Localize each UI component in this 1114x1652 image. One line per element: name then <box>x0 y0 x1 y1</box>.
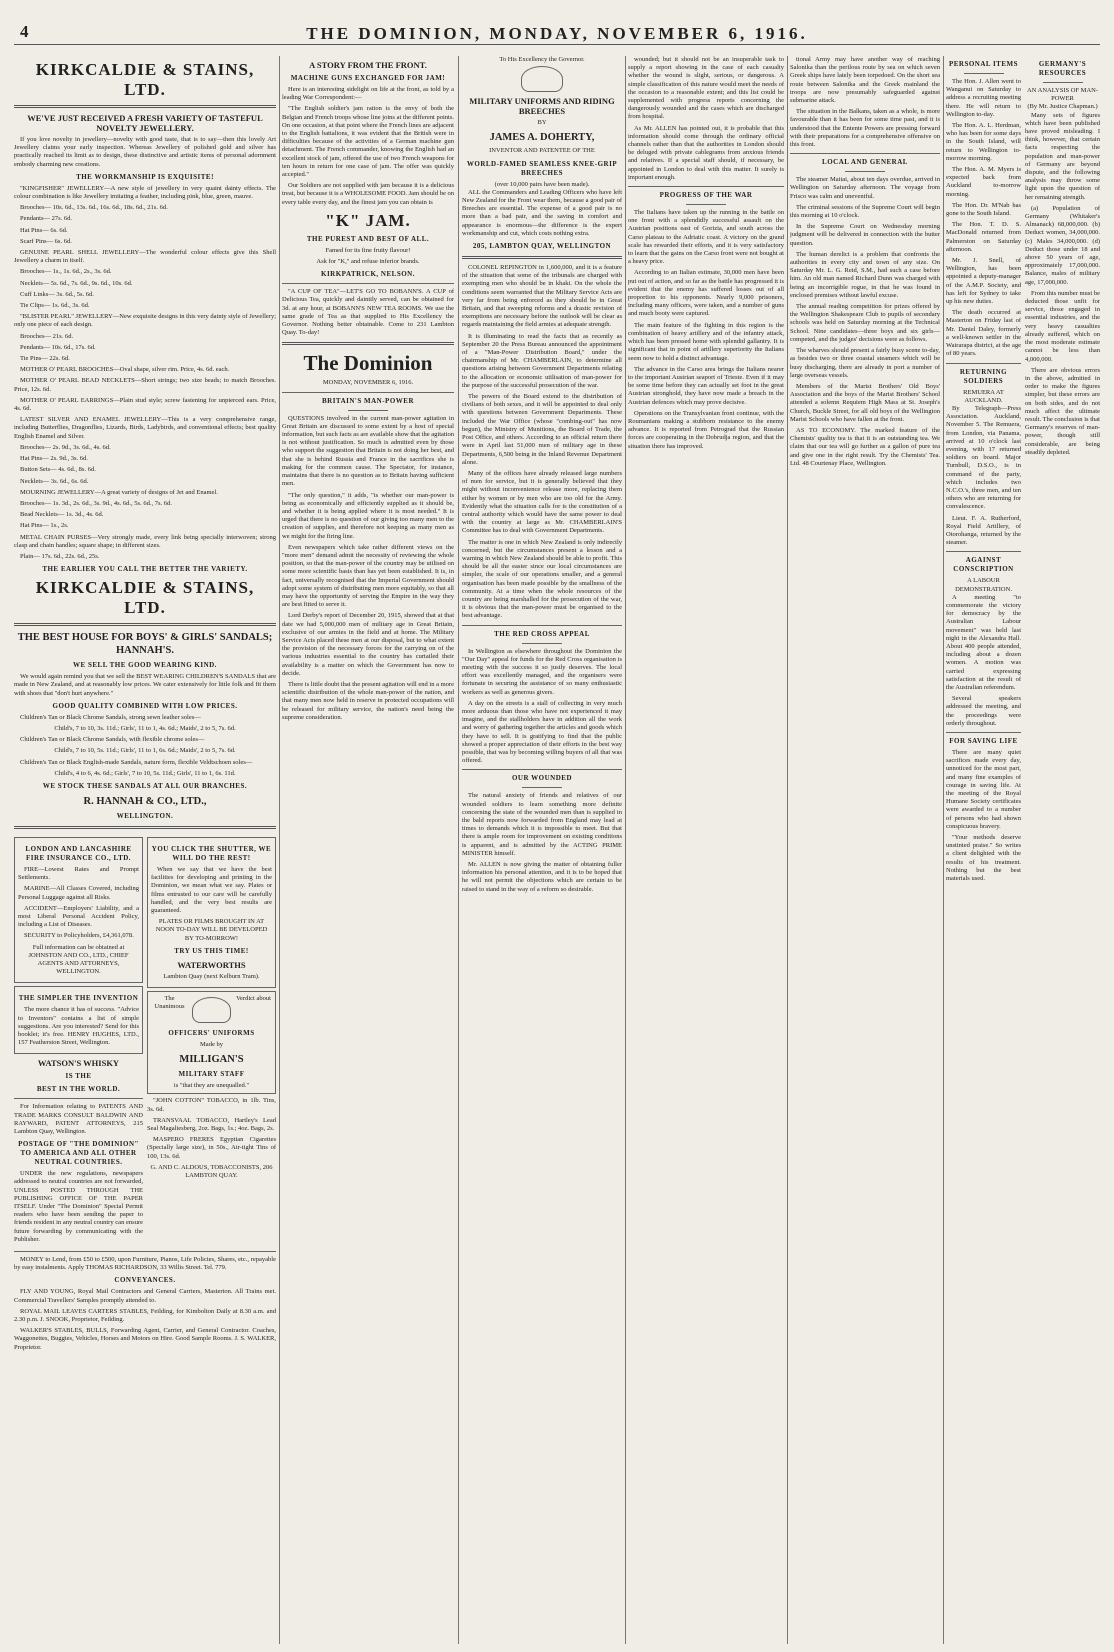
price-line: Tie Clips— 1s. 6d., 3s. 6d. <box>20 302 90 310</box>
story-paragraph: Here is an interesting sidelight on life at the front, as told by a leading War Correspondent:— <box>282 86 454 102</box>
money-ad: MONEY to Lend, from £50 to £500, upon Furniture, Pianos, Life Policies, Shares, etc., repayable by easy instalments. Apply THOMAS RICHARDSON, 33 Willis Street. Tel. 779. <box>14 1256 276 1272</box>
john-cotton-ad: "JOHN COTTON" TOBACCO, in 1lb. Tins, 3s. 6d. <box>147 1097 276 1113</box>
divider <box>964 73 1004 74</box>
wounded-continued: As Mr. ALLEN has pointed out, it is probable that this information should come through the ordinary official channels rather than that the authorities in London should be deluged with private cablegrams from anxious friends and relatives. If a special staff should, if necessary, be appointed in London to deal with this matter. It surely is important enough. <box>628 124 784 181</box>
price-line: Tie Pins— 22s. 6d. <box>20 355 70 363</box>
royal-arms-icon <box>521 66 563 92</box>
progress-continued: The situation in the Balkans, taken as a whole, is more favourable than it has been for some time past, and it is understood that the Entente Powers are pressing forward with their preparations for a comprehensive offensive on this front. <box>790 108 940 149</box>
progress-paragraph: The advance in the Carso area brings the Italians nearer to the important Austrian seaport of Trieste. Even if it may be some time before they can actually set foot in the great Austrian stronghold, they have now made a breach in the Austrian defences which may prove decisive. <box>628 365 784 406</box>
verdict-row <box>151 995 272 1025</box>
verdict-right: Verdict about <box>236 994 271 1002</box>
price-line: Pendants— 27s. 6d. <box>20 215 72 223</box>
column-rule <box>943 56 944 1644</box>
price-line: Bead Necklets— 1s. 3d., 4s. 6d. <box>20 511 104 519</box>
column-3 <box>462 56 622 1644</box>
lancashire-line: ACCIDENT—Employers' Liability, and a most Liberal Personal Accident Policy, including a List of Diseases. <box>18 904 139 929</box>
divider <box>14 1251 276 1252</box>
k-jam-sub: THE PUREST AND BEST OF ALL. <box>306 234 430 243</box>
sandal-line: Children's Tan or Black Chrome Sandals, with flexible chrome soles— <box>20 736 205 744</box>
shutter-notice: PLATES OR FILMS BROUGHT IN AT NOON TO-DAY WILL BE DEVELOPED BY TO-MORROW! <box>155 918 268 942</box>
germany-column <box>1025 56 1100 886</box>
mop-earrings: MOTHER O' PEARL EARRINGS—Plain stud style; screw fastening for unpierced ears. Price, 4s. 6d. <box>14 396 276 413</box>
editorial-dateline: MONDAY, NOVEMBER 6, 1916. <box>322 379 414 387</box>
divider <box>14 105 276 108</box>
local-title: LOCAL AND GENERAL <box>822 158 908 167</box>
sandal-line: Children's Tan or Black Chrome Sandals, strong sewn leather soles— <box>20 713 201 721</box>
against-paragraph: A meeting "to commemorate the victory for democracy by the Australian Labour movement" was held last night in the Alexandra Hall. About 400 people attended, including about a dozen women. A motion was carried expressing satisfaction at the result of the Australian referendum. <box>946 593 1021 691</box>
doherty-over: (over 10,000 pairs have been made). <box>494 180 590 188</box>
watsons-best: BEST IN THE WORLD. <box>36 1085 121 1094</box>
manpower-paragraph: Lord Derby's report of December 20, 1915, showed that at that date we had 5,000,000 men of military age in Great Britain, exclusive of our armies in the field and at home. The Military Service Acts placed these men at our disposal, but to what extent the provision of the necessary forces for the carrying on of the various industries essential to the country has curtailed their availability is a matter on which the Government has now to decide. <box>282 612 454 677</box>
price-line: Scarf Pins— 6s. 6d. <box>20 237 72 245</box>
verdict-left: The Unanimous <box>154 994 185 1011</box>
hannah-body: We would again remind you that we sell the BEST WEARING CHILDREN'S SANDALS that are made in New Zealand, and at reasonably low prices. We cater extensively for little folk and fit them with shoes that "don't hurt anywhere." <box>14 673 276 697</box>
hannah-town: WELLINGTON. <box>116 811 174 820</box>
against-title: AGAINST CONSCRIPTION <box>953 556 1014 574</box>
story-subtitle: MACHINE GUNS EXCHANGED FOR JAM! <box>290 74 446 82</box>
column-rule <box>279 56 280 1644</box>
returning-paragraph: Lieut. F. A. Rutherford, Royal Field Artillery, of Otorohanga, returned by the steamer. <box>946 514 1021 547</box>
column-5 <box>790 56 940 1644</box>
divider <box>686 204 726 205</box>
doherty-title: MILITARY UNIFORMS AND RIDING BREECHES <box>469 96 615 117</box>
germany-paragraph: (a) Population of Germany (Whitaker's Almanack) 68,000,000. (b) Deduct women, 34,000,000. (c) Males 34,000,000. (d) Deduct those under 18 and above 50 years of age, approximately 17,000,000. Balance, males of military age, 17,000,000. <box>1025 204 1100 286</box>
germany-title: GERMANY'S RESOURCES <box>1038 60 1087 77</box>
postage-title: POSTAGE OF "THE DOMINION" TO AMERICA AND ALL OTHER NEUTRAL COUNTRIES. <box>18 1140 139 1167</box>
doherty-breeches: WORLD-FAMED SEAMLESS KNEE-GRIP BREECHES <box>466 159 618 177</box>
column-6 <box>946 56 1100 1644</box>
progress-paragraph: According to an Italian estimate, 30,000 men have been put out of action, and so far as the battle has progressed it is evident that the enemy has suffered losses out of all proportion to his opponents. Nearly 9,000 prisoners, including many officers, were taken, and a number of guns and much booty were captured. <box>628 269 784 318</box>
kingfisher-text: "KINGFISHER" JEWELLERY—A new style of jewellery in very quaint dainty effects. The colour combination is like Jewellery imitating a feather, including pink, blue, green, mauve. <box>14 184 276 201</box>
maspero-ad: MASPERO FRERES Egyptian Cigarettes (Specially large size), in 50s., Air-tight Tins of 100, 13s. 6d. <box>147 1136 276 1160</box>
doherty-inventor: INVENTOR AND PATENTEE OF THE <box>489 147 595 155</box>
k-jam-maker: KIRKPATRICK, NELSON. <box>321 270 415 279</box>
k-jam-title: "K" JAM. <box>325 210 411 230</box>
divider <box>282 392 454 393</box>
patents-ad: For Information relating to PATENTS AND TRADE MARKS CONSULT BALDWIN AND RAYWARD, PATENT ATTORNEYS, 215 Lambton Quay, Wellington. <box>14 1103 143 1136</box>
local-paragraph: AS TO ECONOMY. The marked feature of the Chemists' quality tea is that it is an outstanding tea. We claim that our tea will go further as a gallon of pure tea and give one in the right result. Try the Chemists' Tea. Ltd. 48 Courtenay Place, Wellington. <box>790 426 940 467</box>
red-cross-paragraph: In Wellington as elsewhere throughout the Dominion the "Our Day" appeal for funds for the Red Cross organisation is meeting with the success it so justly deserves. The local effort was excellently managed, and the organisers were fortunate in securing the assistance of so many enthusiastic workers as well as generous givers. <box>462 647 622 696</box>
lancashire-line: FIRE—Lowest Rates and Prompt Settlements. <box>18 865 139 882</box>
shutter-ad <box>147 837 276 988</box>
against-sub: A LABOUR DEMONSTRATION. <box>955 577 1012 593</box>
silver-enamel-text: LATEST SILVER AND ENAMEL JEWELLERY—This is a very comprehensive range, including Butterflies, Dragonflies, Lizards, Birds, Ladybirds, and conventional effects; best quality English Enamel and Silver. <box>14 416 276 440</box>
divider <box>628 186 784 187</box>
waterworths-address: Lambton Quay (next Kelburn Tram). <box>163 972 260 980</box>
page-number: 4 <box>20 22 29 41</box>
returning-title: RETURNING SOLDIERS <box>959 367 1008 385</box>
lancashire-line: MARINE—All Classes Covered, including Personal Luggage against all Risks. <box>18 885 139 901</box>
simpler-title: THE SIMPLER THE INVENTION <box>18 994 139 1003</box>
editorial-paragraph: It is illuminating to read the facts that as recently as September 20 the Press Bureau announced the appointment of a "Man-Power Distribution Board," under the chairmanship of Mr. CHAMBERLAIN, to determine all questions arising between Government Departments relating to the allocation or economic utilisation of man-power for the purpose of the successful prosecution of the war. <box>462 332 622 389</box>
watsons-is-the: IS THE <box>65 1072 92 1081</box>
editorial-paragraph: COLONEL REPINGTON in 1,600,000, and it is a feature of the situation that some of the tribunals are charged with exempting men who should be in khaki. On the whole the conditions seem warranted that the Military Service Acts are very far from being enforced as they should be in Great Britain, and that sweeping reforms and a drastic revision of exemptions are necessary before the outlook will be clear as regards maintaining the field armies at adequate strength. <box>462 264 622 329</box>
bobanns-ad: "A CUP OF TEA"—LET'S GO TO BOBANN'S. A CUP of Delicious Tea, quickly and daintily served, can be obtained for 3d. at any hour, at BOBANN'S NEW TEA ROOMS. We use the same grade of Tea as that supplied to His Excellency the Governor. Nothing better obtainable. Come to 231 Lambton Quay. To-day! <box>282 288 454 337</box>
royal-mail-ad: ROYAL MAIL LEAVES CARTERS STABLES, Feilding, for Kimbolton Daily at 8.30 a.m. and 2.30 p.m. J. SNOOK, Proprietor, Feilding. <box>14 1307 276 1324</box>
divider <box>282 283 454 284</box>
progress-paragraph: The main feature of the fighting in this region is the combination of heavy artillery and of the infantry attack, which has been pressed home with splendid gallantry. It is significant that in point of artillery superiority the Italians seem now to hold a distinct advantage. <box>628 321 784 362</box>
divider <box>462 256 622 259</box>
column-4 <box>628 56 784 1644</box>
manpower-title: BRITAIN'S MAN-POWER <box>321 396 414 405</box>
column-rule <box>787 56 788 1644</box>
local-paragraph: Members of the Marist Brothers' Old Boys' Association and the boys of the Marist Brothers' School attended a solemn Requiem High Mass at St. Joseph's Church, Buckle Street, for all old boys of the Wellington Marist Schools who have fallen at the front. <box>790 382 940 423</box>
manpower-paragraph: Even newspapers which take rather different views on the "more men" demand admit the necessity of reviewing the whole position, so that the man-power of the country may be utilised on some more scientific basis than has yet been established. It is, in fact, universally recognised that the Imperial Government should adopt some system of distributing men more equitably, so that all may have the opportunity of serving the Empire in the way they are best fitted to serve it. <box>282 543 454 609</box>
genuine-shell-text: GENUINE PEARL SHELL JEWELLERY—The wonderful colour effects give this Shell Jewellery a charm in itself. <box>14 249 276 265</box>
saving-title: FOR SAVING LIFE <box>949 737 1018 746</box>
red-cross-paragraph: A day on the streets is a stall of collecting in very much more arduous than those who have not experienced it may imagine, and the stallholders have in addition all the work and worry of gathering together the articles and goods which they have to sell. It is gratifying to find that the public showed a proper appreciation of their efforts in the best way possible, that was by becoming willing buyers of all that was offered. <box>462 699 622 765</box>
personal-item: The Hon. J. Allen went to Wanganui on Saturday to address a recruiting meeting there. He will return to Wellington to-day. <box>946 78 1021 118</box>
manpower-paragraph: "The only question," it adds, "is whether our man-power is being as economically and efficiently supplied as it should be, and whether it is being applied where it is most needed." It is urged that there is no question of our giving too many men to the creation of supplies, and therefore not keeping as many men as we might for the firing line. <box>282 491 454 540</box>
hannah-name: R. HANNAH & CO., LTD., <box>83 795 207 807</box>
personal-item: The death occurred at Masterton on Friday last of Mr. Daniel Daley, formerly a well-known settler in the Wairarapa district, at the age of 80 years. <box>946 309 1021 358</box>
story-paragraph: Our Soldiers are not supplied with jam because it is a delicious treat, but because it is a WHOLESOME FOOD. Jam should be on every table every day, and the finest jam you can obtain is <box>282 182 454 206</box>
blister-pearl-text: "BLISTER PEARL" JEWELLERY—New exquisite designs in this very dainty style of Jewellery; only one piece of each design. <box>14 313 276 329</box>
divider <box>14 826 276 829</box>
price-line: Necklets— 3s. 6d., 6s. 6d. <box>20 477 89 485</box>
local-paragraph: The criminal sessions of the Supreme Court will begin this morning at 10 o'clock. <box>790 203 940 220</box>
lancashire-line: SECURITY to Policyholders, £4,361,078. <box>24 932 134 940</box>
personal-column <box>946 56 1021 886</box>
personal-item: The Hon. A. L. Herdman, who has been for some days in the South Island, will return to Wellington to-morrow morning. <box>946 122 1021 162</box>
column-advertisements <box>14 56 276 1644</box>
editorial-nameplate: The Dominion <box>303 351 433 376</box>
sandal-line: Child's, 4 to 6, 4s. 6d.; Girls', 7 to 10, 5s. 11d.; Girls', 11 to 1, 6s. 11d. <box>54 769 236 777</box>
germany-byline: (By Mr. Justice Chapman.) <box>1027 103 1098 111</box>
progress-title: PROGRESS OF THE WAR <box>659 191 753 200</box>
divider <box>1043 82 1083 83</box>
milligan-made: Made by <box>200 1040 223 1048</box>
price-line: Hat Pins— 2s. 9d., 3s. 6d. <box>20 455 88 463</box>
wounded-paragraph: The natural anxiety of friends and relatives of our wounded soldiers to learn something more definite concerning the state of the wounded men than is supplied in the bald reports now forwarded from England may lead at times to demands which it is impossible to meet. But that there is ample room for improvement on existing conditions is apparent, and is admitted by the ACTING PRIME MINISTER himself. <box>462 792 622 857</box>
divider <box>946 551 1021 552</box>
mop-brooches: MOTHER O' PEARL BROOCHES—Oval shape, silver rim. Price, 4s. 6d. each. <box>20 366 230 374</box>
progress-paragraph: The Italians have taken up the running in the battle on one front with a splendidly successful assault on the Austrian positions east of Gorizia, and south across the Carso plateau to the Adriatic coast. A victory on the grand scale has rewarded their efforts, and it is very satisfactory to learn that the gains on the Carso front were not bought at a heavy price. <box>628 209 784 266</box>
shutter-body: When we say that we have the best facilities for developing and printing in the Dominion, we mean what we say. Plates or films entrusted to our care will be carefully handled, and the very best results are guaranteed. <box>151 865 272 914</box>
divider <box>946 732 1021 733</box>
newspaper-masthead-title: THE DOMINION, MONDAY, NOVEMBER 6, 1916. <box>306 24 808 43</box>
page-masthead <box>14 22 1100 45</box>
price-line: Cuff Links— 3s. 6d., 5s. 6d. <box>20 290 94 298</box>
price-line: Button Sets— 4s. 6d., 8s. 6d. <box>20 466 96 474</box>
wounded-paragraph: Mr. ALLEN is now giving the matter of obtaining fuller information his personal attention, and it is to be hoped that he will not permit the objections which are certain to be raised to stand in the way of a reform so desirable. <box>462 861 622 893</box>
saving-paragraph: "Your methods deserve unstinted praise." So writes a client delighted with the results of his treatment. Nothing but the best materials used. <box>946 834 1021 883</box>
sandal-line: Children's Tan or Black English-made Sandals, nature form, flexible Veldtschoen soles— <box>20 758 253 766</box>
transvaal-ad: TRANSVAAL TOBACCO, Hartley's Lead Seal Magaliesberg, 2oz. Bags, 1s.; 4oz. Bags, 2s. <box>147 1116 276 1132</box>
local-paragraph: The steamer Maitai, about ten days overdue, arrived in Wellington on Saturday afternoon. The voyage from Frisco was calm and uneventful. <box>790 176 940 200</box>
conveyances-title: CONVEYANCES. <box>114 1276 176 1285</box>
milligan-tagline: is "that they are unequalled." <box>173 1082 250 1090</box>
walkers-ad: WALKER'S STABLES, BULLS, Forwarding Agent, Carrier, and General Contractor. Coaches, Waggonettes, Buggies, Vehicles, Horses and Motors on Hire. Good Sample Rooms. J. S. WALKER, Proprietor. <box>14 1327 276 1351</box>
returning-sub: REMUERA AT AUCKLAND. <box>963 388 1004 404</box>
milligan-staff: MILITARY STAFF <box>178 1070 245 1079</box>
k-jam-famed: Famed for its fine fruity flavour! <box>325 246 411 254</box>
crest-icon <box>192 997 231 1023</box>
divider <box>14 1098 143 1099</box>
wounded-title: OUR WOUNDED <box>511 774 572 783</box>
waterworths-name: WATERWORTHS <box>177 959 246 970</box>
divider <box>282 342 454 345</box>
doherty-body: ALL the Commanders and Leading Officers who have left New Zealand for the Front wear them, because a good pair of Breeches are essential. The expense of a good pair is no more than a bad pair, and the saving in comfort and appearance is enormous—the difference is the expert workmanship and cut, which costs nothing extra. <box>462 188 622 237</box>
milligan-name: MILLIGAN'S <box>179 1054 244 1066</box>
germany-paragraph: Many sets of figures which have been published have proved misleading. I think, however, that certain facts respecting the population and man-power of Germany are beyond dispute, and the following analysis may throw some light upon the question of her remaining strength. <box>1025 111 1100 201</box>
price-line: Hat Pins— 6s. 6d. <box>20 226 68 234</box>
divider <box>462 769 622 770</box>
column-2 <box>282 56 454 1644</box>
divider <box>462 625 622 626</box>
mop-necklets: MOTHER O' PEARL BEAD NECKLETS—Short strings; two size beads; to match Brooches. Price, 12s. 6d. <box>14 377 276 393</box>
divider <box>845 171 885 172</box>
price-line: Hat Pins— 1s., 2s. <box>20 522 69 530</box>
local-paragraph: The wharves should present a fairly busy scene to-day, as besides two or three coastal steamers which will be busy discharging, there are already in port a number of large overseas vessels. <box>790 347 940 379</box>
story-paragraph: "The English soldier's jam ration is the envy of both the Belgian and French troops whose line joins at the different points. On one occasion, at that point where the French lines are adjacent to the English battalions, it was evident that the British were in difficulties because of the activities of a German machine gun detachment. The French commander, knowing the English had an excellent stock of jam, offered the use of two French weapons for ten hours in return for one case of jam. The offer was quickly accepted." <box>282 105 454 179</box>
aldous-ad: G. AND C. ALDOUS, TOBACCONISTS, 206 LAMBTON QUAY. <box>150 1163 273 1180</box>
divider <box>946 363 1021 364</box>
divider <box>348 410 388 411</box>
officers-uniforms: OFFICERS' UNIFORMS <box>168 1028 255 1037</box>
local-paragraph: The human derelict is a problem that confronts the authorities in every city and town of any size. On Saturday Mr. L. G. Reid, S.M., had such a case before him. An old man named Richard Dunn was charged with being an incorrigible rogue, in that he was found in enclosed premises without lawful excuse. <box>790 250 940 299</box>
germany-subtitle: AN ANALYSIS OF MAN-POWER <box>1026 87 1099 103</box>
sandal-line: Child's, 7 to 10, 5s. 11d.; Girls', 11 to 1, 6s. 6d.; Maids', 2 to 5, 7s. 6d. <box>54 747 236 755</box>
shutter-title: YOU CLICK THE SHUTTER, WE WILL DO THE REST! <box>151 844 272 862</box>
milligan-ad <box>147 991 276 1094</box>
kirkcaldie-title: KIRKCALDIE & STAINS, LTD. <box>35 60 255 99</box>
price-line: Brooches— 21s. 6d. <box>20 332 74 340</box>
kirkcaldie-headline: WE'VE JUST RECEIVED A FRESH VARIETY OF TASTEFUL NOVELTY JEWELLERY. <box>27 113 263 133</box>
story-title: A STORY FROM THE FRONT. <box>309 60 427 70</box>
doherty-name: JAMES A. DOHERTY, <box>489 132 595 144</box>
price-line: Pendants— 10s. 6d., 17s. 6d. <box>20 343 96 351</box>
sandal-line: Child's, 7 to 10, 3s. 11d.; Girls', 11 to 1, 4s. 6d.; Maids', 2 to 5, 7s. 6d. <box>54 724 236 732</box>
kirkcaldie-footer: KIRKCALDIE & STAINS, LTD. <box>35 578 255 618</box>
editorial-paragraph: The powers of the Board extend to the distribution of civilians of both sexes, and it will be appointed to deal only with questions between Government Departments. These included the War Office (whose "combing-out" has now begun), the Ministry of Munitions, the Board of Trade, the Post Office, and others. According to an official return there were in April last 51,000 men of military age in these Departments, 6,500 being in the Inland Revenue Department alone. <box>462 393 622 466</box>
personal-item: The Hon. T. D. S. MacDonald returned from Palmerston on Saturday afternoon. <box>946 221 1021 253</box>
price-line: Brooches— 10s. 6d., 13s. 6d., 16s. 6d., 18s. 6d., 21s. 6d. <box>20 204 168 212</box>
progress-continued: tional Army may have another way of reaching Salonika than the perilous route by sea on which seven Greek ships have lately been torpedoed. On the short sea route between Salonika and the Greek mainland the troops are now presumably safeguarded against submarine attack. <box>790 56 940 105</box>
personal-title: PERSONAL ITEMS <box>948 60 1019 68</box>
wounded-continued: wounded; but it should not be an insuperable task to supply a report showing in the case of each casualty whether the wound is slight, serious, or dangerous. A simple classification of this nature would meet the needs of the occasion to a reasonable extent; and this list could be supplemented with progress reports concerning the dangerously wounded and the cases which are discharged from hospital. <box>628 56 784 121</box>
hannah-quality: GOOD QUALITY COMBINED WITH LOW PRICES. <box>52 701 238 710</box>
lancashire-ad <box>14 837 143 983</box>
simpler-ad <box>14 986 143 1054</box>
editorial-paragraph: Many of the offices have already released large numbers of men for service, but it is generally believed that they might without inconvenience release more, replacing them either by women or by men who are too old for the Army. Evidently what the situation calls for is the constitution of a central authority which would have the same power to deal with the country at large as Mr. CHAMBERLAIN'S Committee has to deal with Government Departments. <box>462 469 622 535</box>
ad-grid <box>14 834 276 1247</box>
top-sections <box>946 56 1100 886</box>
price-line: Plain— 17s. 6d., 22s. 6d., 25s. <box>20 552 100 560</box>
simpler-body: The more chance it has of success. "Advice to Inventors" contains a list of simple suggestions. Are you interested? Send for this booklet; it's free. HENRY HUGHES, LTD., 157 Featherston Street, Wellington. <box>18 1006 139 1047</box>
hannah-headline: THE BEST HOUSE FOR BOYS' & GIRLS' SANDALS; HANNAH'S. <box>17 632 273 657</box>
doherty-by: BY <box>537 119 547 127</box>
personal-item: The Hon. Dr. M'Nab has gone to the South Island. <box>946 201 1021 218</box>
divider <box>790 153 940 154</box>
hannah-subhead: WE SELL THE GOOD WEARING KIND. <box>73 661 217 670</box>
price-line: Brooches— 2s. 9d., 3s. 6d., 4s. 6d. <box>20 443 111 451</box>
k-jam-ask: Ask for "K," and refuse inferior brands. <box>316 258 420 266</box>
lancashire-info: Full information can be obtained at JOHNSTON AND CO., LTD., CHIEF AGENTS AND ATTORNEYS, WELLINGTON. <box>28 943 129 976</box>
manpower-paragraph: QUESTIONS involved in the current man-power agitation in Great Britain are discussed to some extent by a host of special information, but such facts as are available show that the agitation is not without justification. So much is admitted even by those who support the suggestion that Britain is not doing her best, and that she is behind Russia and France in the sacrifices she is making for the common cause. The Spectator, for instance, maintains that there is no question as to Britain having sufficient men. <box>282 414 454 488</box>
price-line: Brooches— 1s., 1s. 6d., 2s., 3s. 6d. <box>20 268 112 276</box>
kirkcaldie-intro: If you love novelty in jewellery—novelty with good taste, that is to say—then this lovely Art Jewellery claims your early inspection. Whereas Jewellery of polished gold and silver has practically reached its limit as to design, these distinctive and artistic items of personal adornment embody charming new creations. <box>14 136 276 168</box>
price-line: Brooches— 1s. 3d., 2s. 6d., 3s. 9d., 4s. 6d., 5s. 6d., 7s. 6d. <box>20 499 172 507</box>
red-cross-title: THE RED CROSS APPEAL <box>494 629 590 638</box>
editorial-paragraph: The matter is one in which New Zealand is only indirectly concerned, but the circumstances present a lesson and a warning in which New Zealand should be able to profit. This should be all the easier since our local circumstances are simpler, the scale of our operations smaller, and a general organisation has been made possible by the smallness of the community. At a time when the whole resources of the country are being marshalled for the prosecution of the war, it is obvious that the man-power must be organised to the best advantage. <box>462 538 622 620</box>
progress-paragraph: Operations on the Transylvanian front continue, with the Roumanians making a stubborn resistance to the enemy advance. It is reported from Petrograd that the Russian forces are cooperating in the Dobrudja region, and that the situation there has improved. <box>628 409 784 450</box>
price-line: Necklets— 5s. 6d., 7s. 6d., 9s. 6d., 10s. 6d. <box>20 279 133 287</box>
lancashire-title: LONDON AND LANCASHIRE FIRE INSURANCE CO., LTD. <box>25 844 132 862</box>
returning-paragraph: By Telegraph—Press Association. Auckland, November 5. The Remuera, from London, via Panama, arrived at 10 o'clock last evening, with 17 returned soldiers on board. Major Turnbull, D.S.O., is in command of the party, which includes two N.C.O.'s, three men, and ten others who are returning for convalescence. <box>946 404 1021 511</box>
doherty-address: 205, LAMBTON QUAY, WELLINGTON <box>472 242 612 251</box>
postage-body: UNDER the new regulations, newspapers addressed to neutral countries are not forwarded, UNLESS POSTED THROUGH THE PUBLISHING OFFICE OF THE PAPER ITSELF. Under "The Dominion" Special Permit readers who have been sending the paper to friends resident in any neutral country can ensure future forwarding by communicating with the Publisher. <box>14 1170 143 1243</box>
workmanship-line: THE WORKMANSHIP IS EXQUISITE! <box>76 172 214 181</box>
column-rule <box>458 56 459 1644</box>
personal-item: The Hon. A. M. Myers is expected back from Auckland to-morrow morning. <box>946 166 1021 198</box>
divider <box>522 787 562 788</box>
earlier-line: THE EARLIER YOU CALL THE BETTER THE VARIETY. <box>42 565 248 574</box>
divider <box>14 623 276 626</box>
against-paragraph: Several speakers addressed the meeting, and the proceedings were orderly throughout. <box>946 695 1021 727</box>
doherty-dedication: To His Excellency the Governor. <box>499 56 585 63</box>
fly-young-ad: FLY AND YOUNG, Royal Mail Contractors and General Carriers, Masterton. All Trains met. Commercial Travellers' Samples promptly attended to. <box>14 1288 276 1304</box>
shutter-try: TRY US THIS TIME! <box>174 946 249 955</box>
germany-paragraph: From this number must be deducted those unfit for service, those engaged in essential industries, and the very heavy casualties already suffered, which on the most moderate estimate cannot be less than 4,000,000. <box>1025 289 1100 363</box>
germany-paragraph: There are obvious errors in the above, admitted in order to make the figures simpler, but these errors are on both sides, and do not much affect the ultimate result. The conclusion is that Germany's reserves of man-power, though still considerable, are being steadily depleted. <box>1025 366 1100 456</box>
manpower-paragraph: There is little doubt that the present agitation will end in a more scientific distribution of the whole man-power of the nation, and that many men now held in reserve in protected occupations will be released for military service, the nation's need being the supreme consideration. <box>282 680 454 721</box>
column-rule <box>625 56 626 1644</box>
saving-paragraph: There are many quiet sacrifices made every day, unnoticed for the most part, and many fine examples of courage in saving life. At the meeting of the Royal Humane Society certificates were awarded to a number of persons who had shown conspicuous bravery. <box>946 749 1021 830</box>
metal-purses-text: METAL CHAIN PURSES—Very strongly made, every link being specially interwoven; strong clasp and chain handles; square shape; in different sizes. <box>14 533 276 549</box>
personal-item: Mr. J. Snell, of Wellington, has been appointed a deputy-manager of the A.M.P. Society, and has left for Sydney to take up his new duties. <box>946 257 1021 306</box>
local-paragraph: In the Supreme Court on Wednesday morning judgment will be delivered in connection with the butter question. <box>790 223 940 247</box>
divider <box>522 643 562 644</box>
ad-column-right <box>147 834 276 1247</box>
watsons-title: WATSON'S WHISKY <box>37 1058 120 1069</box>
hannah-stock: WE STOCK THESE SANDALS AT ALL OUR BRANCHES. <box>42 781 248 790</box>
ad-column-left <box>14 834 143 1247</box>
local-paragraph: The annual reading competition for prizes offered by the Wellington Shakespeare Club to pupils of secondary schools was held on Saturday morning at the Technical School. Nine candidates—three boys and six girls—competed, and the judges' decisions were as follows. <box>790 303 940 343</box>
mourning-text: MOURNING JEWELLERY—A great variety of designs of Jet and Enamel. <box>20 488 218 496</box>
